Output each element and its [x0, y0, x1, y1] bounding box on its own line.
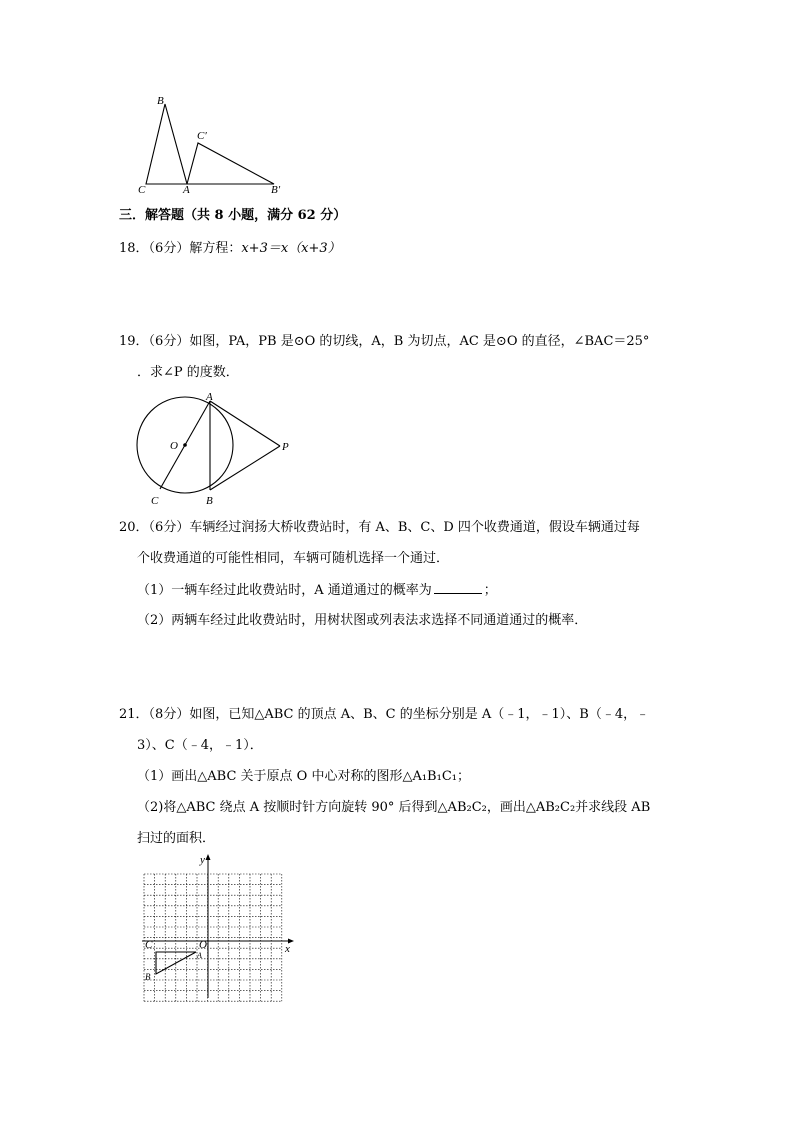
question-18: [119, 240, 341, 258]
grid-lines: [144, 874, 282, 1001]
label-O: O: [199, 939, 207, 951]
label-A: A: [197, 951, 202, 960]
label-A: A: [183, 184, 190, 196]
label-x: x: [285, 943, 290, 955]
tangent-pa: [210, 401, 280, 446]
q20-part1-end: ；: [483, 583, 497, 598]
q19-text-1: 如图，PA，PB 是⊙O 的切线，A，B 为切点，AC 是⊙O 的直径，∠BAC＝25°: [189, 334, 650, 349]
label-B: B: [145, 972, 151, 982]
answer-blank: [434, 581, 482, 594]
q18-number: 18．: [119, 241, 149, 256]
label-B: B: [157, 95, 164, 107]
question-20-line2: 个收费通道的可能性相同，车辆可随机选择一个通过．: [137, 551, 450, 566]
q20-score: （6分）: [148, 520, 190, 535]
center-dot: [183, 443, 187, 447]
q18-equation: x+3＝x（x+3）: [241, 241, 341, 256]
label-C: C: [151, 495, 159, 507]
label-C: C: [145, 939, 153, 951]
q20-text-1: 车辆经过润扬大桥收费站时，有 A、B、C、D 四个收费通道，假设车辆通过每: [189, 520, 640, 535]
q21-number: 21．: [119, 707, 149, 722]
label-P: P: [282, 441, 289, 453]
question-21-part2: （2)将△ABC 绕点 A 按顺时针方向旋转 90° 后得到△AB₂C₂，画出△AB₂C₂并求线段 AB: [137, 800, 651, 815]
q18-text: 解方程：: [189, 241, 242, 256]
tangent-pb: [210, 446, 280, 490]
question-20-line1: [119, 519, 640, 537]
question-21-part2-cont: 扫过的面积．: [137, 831, 216, 846]
y-axis-arrow: [206, 854, 211, 860]
triangle-ab-prime-c-prime: [187, 143, 274, 184]
label-C: C: [138, 184, 146, 196]
question-19-line1: [119, 333, 649, 351]
q19-score: （6分）: [148, 334, 190, 349]
label-B: B: [206, 495, 213, 507]
question-20-part2: （2）两辆车经过此收费站时，用树状图或列表法求选择不同通道通过的概率．: [137, 613, 588, 628]
q21-score: （8分）: [148, 707, 190, 722]
question-21-line1: [119, 706, 649, 724]
figure-rotated-triangles: [130, 92, 290, 198]
q18-score: （6分）: [148, 241, 190, 256]
q20-part1-text: （1）一辆车经过此收费站时，A 通道通过的概率为: [137, 583, 432, 598]
question-21-line2: 3）、C（﹣4，﹣1）．: [137, 738, 263, 753]
label-O: O: [170, 440, 178, 452]
figure-coordinate-grid: [138, 852, 298, 1002]
section-heading: 三．解答题（共 8 小题，满分 62 分）: [119, 208, 347, 223]
figure-circle-tangents: [130, 388, 300, 512]
q19-number: 19．: [119, 334, 149, 349]
q21-text-1: 如图，已知△ABC 的顶点 A、B、C 的坐标分别是 A（﹣1，﹣1）、B（﹣4，﹣: [189, 707, 650, 722]
label-C-prime: C′: [197, 130, 207, 142]
triangle-abc: [146, 104, 187, 184]
question-19-line2: ．求∠P 的度数．: [137, 365, 239, 380]
label-B-prime: B′: [271, 184, 281, 196]
label-A: A: [206, 391, 213, 403]
label-y: y: [200, 854, 205, 866]
q20-number: 20．: [119, 520, 149, 535]
question-21-part1: （1）画出△ABC 关于原点 O 中心对称的图形△A₁B₁C₁；: [137, 769, 470, 784]
question-20-part1: [137, 581, 497, 600]
